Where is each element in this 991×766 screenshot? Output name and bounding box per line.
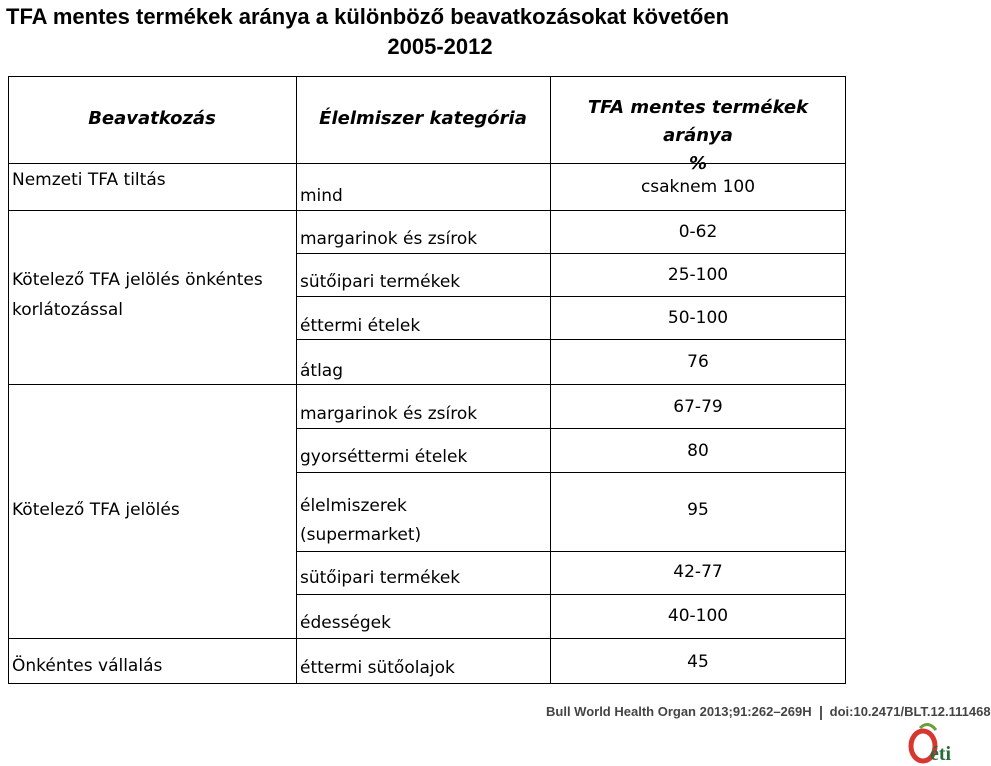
citation-source: Bull World Health Organ 2013;91:262–269H [546, 704, 812, 719]
title-line-2: 2005-2012 [387, 34, 493, 59]
category-cell: sütőipari termékek [300, 568, 461, 588]
header-share-line1: TFA mentes termékek aránya [587, 97, 809, 146]
row-divider [296, 428, 846, 429]
value-cell: 50-100 [667, 308, 729, 328]
column-divider [296, 76, 297, 684]
category-cell: margarinok és zsírok [300, 404, 478, 424]
value-cell: 0-62 [678, 222, 718, 242]
header-share-line2: % [688, 153, 708, 174]
row-divider [8, 384, 846, 385]
table-border-bottom [8, 683, 846, 684]
row-divider [296, 594, 846, 595]
citation [546, 704, 991, 720]
category-cell: gyorséttermi ételek [300, 447, 468, 467]
oeti-logo [906, 722, 960, 766]
category-cell: mind [300, 186, 343, 206]
category-cell-line1: élelmiszerek [300, 496, 407, 516]
value-cell: 40-100 [667, 606, 729, 626]
category-cell-line2: (supermarket) [300, 525, 422, 545]
category-cell: éttermi ételek [300, 316, 421, 336]
value-cell: 45 [687, 652, 709, 672]
row-divider [296, 339, 846, 340]
value-cell: 25-100 [667, 265, 729, 285]
value-cell: 80 [687, 441, 709, 461]
value-cell: 95 [687, 500, 709, 520]
table-border-top [8, 76, 846, 77]
logo-eti-text: éti [930, 743, 952, 765]
category-cell: éttermi sütőolajok [300, 658, 455, 678]
intervention-mandatory-voluntary-line2: korlátozással [12, 300, 124, 320]
header-category: Élelmiszer kategória [319, 108, 527, 129]
title-line-1: TFA mentes termékek aránya a különböző beavatkozásokat követően [6, 4, 730, 29]
value-cell: 67-79 [673, 397, 723, 417]
header-share [550, 94, 846, 178]
row-divider [8, 210, 846, 211]
intervention-national-ban: Nemzeti TFA tiltás [12, 170, 166, 190]
citation-doi[interactable]: doi:10.2471/BLT.12.111468 [829, 704, 991, 719]
intervention-voluntary: Önkéntes vállalás [12, 656, 163, 676]
value-cell: 76 [687, 352, 709, 372]
intervention-mandatory-voluntary-line1: Kötelező TFA jelölés önkéntes [12, 270, 263, 290]
row-divider [296, 296, 846, 297]
value-cell: 42-77 [673, 562, 723, 582]
header-intervention: Beavatkozás [88, 108, 216, 129]
category-cell: margarinok és zsírok [300, 229, 478, 249]
citation-separator [820, 706, 822, 720]
row-divider [296, 253, 846, 254]
category-cell: sütőipari termékek [300, 272, 461, 292]
category-cell: édességek [300, 613, 391, 633]
row-divider [8, 638, 846, 639]
row-divider [296, 551, 846, 552]
tfa-table [8, 76, 846, 684]
table-border-left [8, 76, 9, 684]
page-title [0, 2, 880, 62]
value-cell: csaknem 100 [640, 177, 756, 197]
category-cell: átlag [300, 361, 344, 381]
intervention-mandatory: Kötelező TFA jelölés [12, 500, 180, 520]
row-divider [296, 472, 846, 473]
